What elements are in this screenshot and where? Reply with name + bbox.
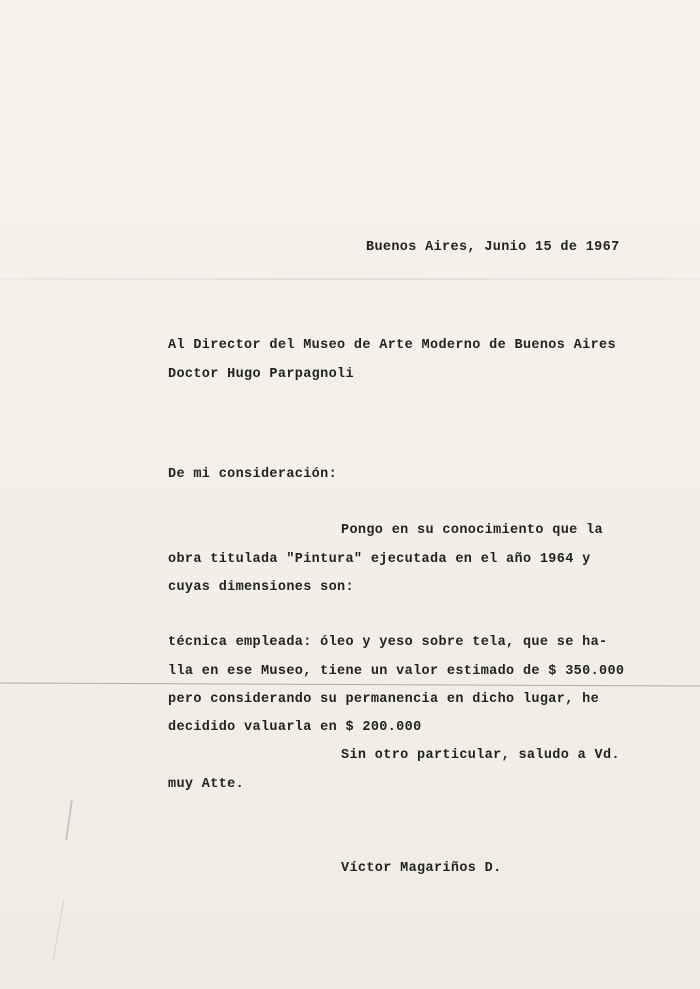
recipient-line: Al Director del Museo de Arte Moderno de Buenos Aires <box>168 338 616 353</box>
letter-date: Buenos Aires, Junio 15 de 1967 <box>366 240 620 255</box>
paper-mark <box>65 800 73 840</box>
recipient-line: Doctor Hugo Parpagnoli <box>168 367 354 382</box>
body-line: obra titulada "Pintura" ejecutada en el año 1964 y <box>168 552 591 567</box>
body-line: lla en ese Museo, tiene un valor estimado de $ 350.000 <box>168 664 625 679</box>
paper-fold <box>0 682 700 686</box>
salutation: De mi consideración: <box>168 467 338 482</box>
closing-line: muy Atte. <box>168 777 245 792</box>
body-line: técnica empleada: óleo y yeso sobre tela, que se ha- <box>168 635 608 650</box>
body-line: decidido valuarla en $ 200.000 <box>168 720 422 735</box>
paper-mark <box>53 900 64 959</box>
body-line: cuyas dimensiones son: <box>168 580 354 595</box>
body-line: Sin otro particular, saludo a Vd. <box>341 748 620 763</box>
body-line: pero considerando su permanencia en dicho lugar, he <box>168 692 600 707</box>
paper-fold <box>0 278 700 280</box>
signature: Víctor Magariños D. <box>341 861 502 876</box>
body-line: Pongo en su conocimiento que la <box>341 523 603 538</box>
